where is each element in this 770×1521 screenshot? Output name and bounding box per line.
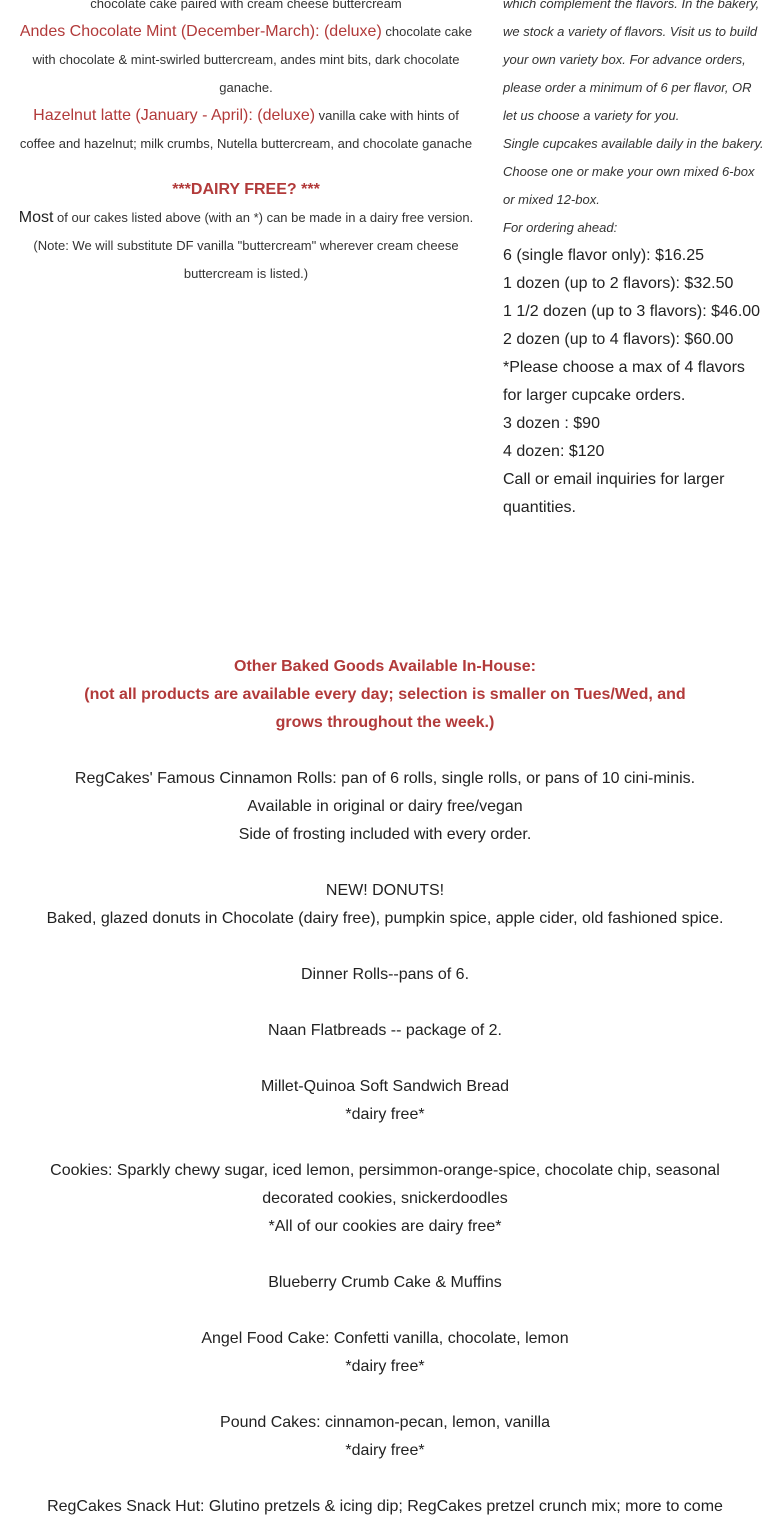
item-naan (0, 1017, 770, 1045)
item-line: Blueberry Crumb Cake & Muffins (268, 1274, 502, 1291)
cupcake-intro: which complement the flavors. In the bakery, we stock a variety of flavors. Visit us to build your own variety box. For advance orders, please order a minimum of 6 per flavor, OR let us choose a variety for you. (503, 0, 760, 123)
dairy-free-body: of our cakes listed above (with an *) can be made in a dairy free version. (Note: We will substitute DF vanilla "buttercream" wherever cream cheese buttercream is listed.) (33, 210, 474, 281)
price-line: 1 dozen (up to 2 flavors): $32.50 (503, 275, 734, 292)
dairy-free-lead: Most (18, 209, 54, 226)
price-line: 6 (single flavor only): $16.25 (503, 247, 704, 264)
other-baked-goods-section (0, 653, 770, 1521)
dairy-free-note (16, 204, 476, 288)
flavor-name: Hazelnut latte (January - April): (deluxe) (33, 107, 316, 124)
item-line: Dinner Rolls--pans of 6. (300, 966, 470, 983)
item-pound-cakes (0, 1409, 770, 1465)
price-note: *Please choose a max of 4 flavors for larger cupcake orders. (503, 359, 745, 404)
item-line: Angel Food Cake: Confetti vanilla, chocolate, lemon (201, 1330, 569, 1347)
flavor-hazelnut-latte (16, 102, 476, 158)
singles-note: Single cupcakes available daily in the bakery. Choose one or make your own mixed 6-box or mixed 12-box. (503, 136, 764, 207)
item-cookies (0, 1157, 770, 1241)
item-line: Baked, glazed donuts in Chocolate (dairy free), pumpkin spice, apple cider, old fashioned spice. (46, 910, 724, 927)
flavor-andes-mint (16, 18, 476, 102)
section-subheading: (not all products are available every day; selection is smaller on Tues/Wed, and grows throughout the week.) (84, 686, 686, 731)
cupcake-pricing-column (503, 0, 765, 522)
item-angel-food-cake (0, 1325, 770, 1381)
ordering-ahead-label: For ordering ahead: (503, 220, 618, 235)
item-line: *dairy free* (345, 1358, 425, 1375)
item-line: Cookies: Sparkly chewy sugar, iced lemon, persimmon-orange-spice, chocolate chip, seasonal decorated cookies, snickerdoodles (50, 1162, 720, 1207)
price-line: 2 dozen (up to 4 flavors): $60.00 (503, 331, 734, 348)
inquiry-note: Call or email inquiries for larger quantities. (503, 471, 725, 516)
item-line: *dairy free* (345, 1106, 425, 1123)
item-line: *dairy free* (345, 1442, 425, 1459)
item-dinner-rolls (0, 961, 770, 989)
item-line: RegCakes' Famous Cinnamon Rolls: pan of 6 rolls, single rolls, or pans of 10 cini-minis. (74, 770, 696, 787)
flavor-name: Andes Chocolate Mint (December-March): (deluxe) (19, 23, 382, 40)
item-line: Available in original or dairy free/vegan (247, 798, 523, 815)
item-snack-hut (0, 1493, 770, 1521)
section-heading: Other Baked Goods Available In-House: (234, 658, 536, 675)
item-line: RegCakes Snack Hut: Glutino pretzels & icing dip; RegCakes pretzel crunch mix; more to come (47, 1498, 723, 1515)
item-line: *All of our cookies are dairy free* (268, 1218, 502, 1235)
item-line: NEW! DONUTS! (325, 882, 445, 899)
price-line: 1 1/2 dozen (up to 3 flavors): $46.00 (503, 303, 761, 320)
item-donuts (0, 877, 770, 933)
flavor-description: chocolate cake with chocolate & mint-swirled buttercream, andes mint bits, dark chocolate ganache. (32, 24, 473, 95)
item-line: Naan Flatbreads -- package of 2. (268, 1022, 502, 1039)
price-line: 4 dozen: $120 (503, 443, 605, 460)
item-cinnamon-rolls (0, 765, 770, 849)
price-line: 3 dozen : $90 (503, 415, 600, 432)
flavor-description: vanilla cake with hints of coffee and hazelnut; milk crumbs, Nutella buttercream, and chocolate ganache (19, 108, 473, 151)
cake-flavor-column (16, 0, 476, 288)
flavor-description-cutoff: chocolate cake paired with cream cheese buttercream (90, 0, 402, 11)
item-crumb-cake (0, 1269, 770, 1297)
item-line: Pound Cakes: cinnamon-pecan, lemon, vanilla (220, 1414, 550, 1431)
item-sandwich-bread (0, 1073, 770, 1129)
item-line: Millet-Quinoa Soft Sandwich Bread (260, 1078, 510, 1095)
dairy-free-heading: ***DAIRY FREE? *** (172, 181, 320, 198)
item-line: Side of frosting included with every order. (238, 826, 532, 843)
